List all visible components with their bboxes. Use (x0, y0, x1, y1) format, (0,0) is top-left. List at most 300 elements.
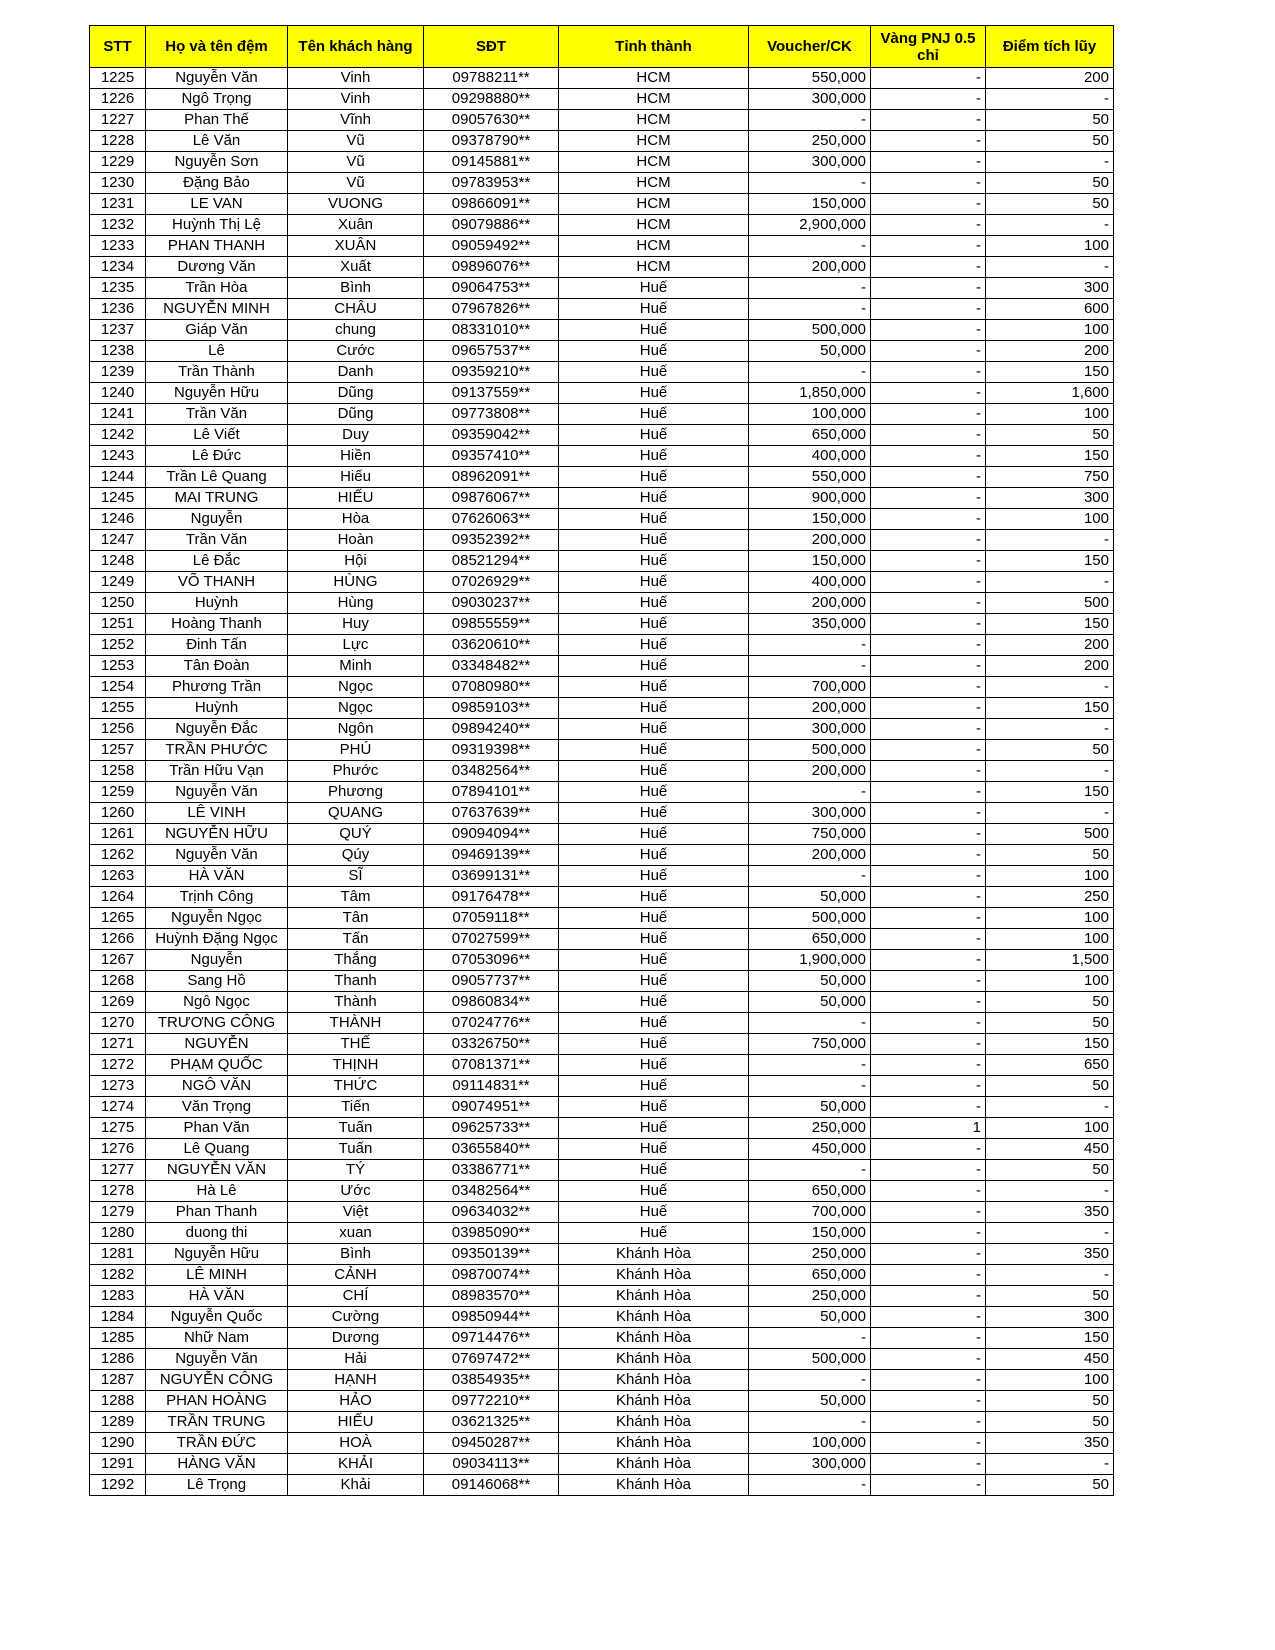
diem-cell: 150 (986, 1328, 1114, 1349)
table-row (90, 257, 1114, 278)
sdt-cell: 09319398** (424, 740, 559, 761)
stt-cell: 1288 (90, 1391, 146, 1412)
tinh-thanh-cell: Khánh Hòa (559, 1265, 749, 1286)
ten-cell: Cước (288, 341, 424, 362)
sdt-cell: 07059118** (424, 908, 559, 929)
voucher-cell: 300,000 (749, 719, 871, 740)
ho-ten-dem-cell: NGÔ VĂN (146, 1076, 288, 1097)
ten-cell: Xuân (288, 215, 424, 236)
table-row (90, 1328, 1114, 1349)
diem-cell: 100 (986, 404, 1114, 425)
sdt-cell: 09788211** (424, 68, 559, 89)
voucher-cell: - (749, 1013, 871, 1034)
vang-pnj-cell: - (871, 887, 986, 908)
sdt-cell: 09450287** (424, 1433, 559, 1454)
table-row (90, 341, 1114, 362)
diem-cell: 200 (986, 341, 1114, 362)
tinh-thanh-cell: Huế (559, 971, 749, 992)
tinh-thanh-cell: Huế (559, 824, 749, 845)
ho-ten-dem-cell: VÕ THANH (146, 572, 288, 593)
ho-ten-dem-cell: Phan Thế (146, 110, 288, 131)
tinh-thanh-cell: HCM (559, 215, 749, 236)
tinh-thanh-cell: Huế (559, 530, 749, 551)
ho-ten-dem-cell: Giáp Văn (146, 320, 288, 341)
diem-cell: 50 (986, 1286, 1114, 1307)
ho-ten-dem-cell: Huỳnh Đặng Ngọc (146, 929, 288, 950)
voucher-cell: 150,000 (749, 551, 871, 572)
tinh-thanh-cell: Khánh Hòa (559, 1475, 749, 1496)
stt-cell: 1251 (90, 614, 146, 635)
voucher-cell: 650,000 (749, 929, 871, 950)
stt-cell: 1250 (90, 593, 146, 614)
ho-ten-dem-cell: Trịnh Công (146, 887, 288, 908)
sdt-cell: 09359042** (424, 425, 559, 446)
ten-cell: Duy (288, 425, 424, 446)
sdt-cell: 07967826** (424, 299, 559, 320)
stt-cell: 1231 (90, 194, 146, 215)
ho-ten-dem-cell: Nguyễn Ngọc (146, 908, 288, 929)
tinh-thanh-cell: Khánh Hòa (559, 1328, 749, 1349)
diem-cell: 150 (986, 1034, 1114, 1055)
table-row (90, 446, 1114, 467)
tinh-thanh-cell: Khánh Hòa (559, 1433, 749, 1454)
tinh-thanh-cell: Khánh Hòa (559, 1412, 749, 1433)
diem-cell: 100 (986, 509, 1114, 530)
diem-cell: 750 (986, 467, 1114, 488)
vang-pnj-cell: - (871, 1370, 986, 1391)
ho-ten-dem-cell: Lê Quang (146, 1139, 288, 1160)
tinh-thanh-cell: HCM (559, 194, 749, 215)
stt-cell: 1262 (90, 845, 146, 866)
diem-cell: 100 (986, 320, 1114, 341)
vang-pnj-cell: - (871, 1223, 986, 1244)
vang-pnj-cell: - (871, 173, 986, 194)
tinh-thanh-cell: Khánh Hòa (559, 1307, 749, 1328)
table-row (90, 1475, 1114, 1496)
table-row (90, 698, 1114, 719)
voucher-cell: 2,900,000 (749, 215, 871, 236)
vang-pnj-cell: - (871, 614, 986, 635)
ho-ten-dem-cell: Lê Đức (146, 446, 288, 467)
diem-cell: 100 (986, 971, 1114, 992)
table-row (90, 887, 1114, 908)
stt-cell: 1266 (90, 929, 146, 950)
ten-cell: Vũ (288, 152, 424, 173)
voucher-cell: 300,000 (749, 89, 871, 110)
vang-pnj-cell: - (871, 1433, 986, 1454)
vang-pnj-cell: - (871, 1307, 986, 1328)
vang-pnj-cell: - (871, 803, 986, 824)
stt-cell: 1238 (90, 341, 146, 362)
vang-pnj-cell: - (871, 341, 986, 362)
sdt-cell: 09359210** (424, 362, 559, 383)
table-row (90, 1265, 1114, 1286)
sdt-cell: 03620610** (424, 635, 559, 656)
ten-cell: Thắng (288, 950, 424, 971)
sdt-cell: 03482564** (424, 761, 559, 782)
sdt-cell: 09298880** (424, 89, 559, 110)
voucher-cell: 250,000 (749, 1244, 871, 1265)
sdt-cell: 09894240** (424, 719, 559, 740)
tinh-thanh-cell: HCM (559, 173, 749, 194)
table-row (90, 803, 1114, 824)
ho-ten-dem-cell: Huỳnh (146, 593, 288, 614)
ten-cell: Ngọc (288, 677, 424, 698)
voucher-cell: - (749, 1076, 871, 1097)
tinh-thanh-cell: Huế (559, 593, 749, 614)
sdt-cell: 07027599** (424, 929, 559, 950)
tinh-thanh-cell: Huế (559, 446, 749, 467)
ten-cell: Xuất (288, 257, 424, 278)
sdt-cell: 07024776** (424, 1013, 559, 1034)
diem-cell: 50 (986, 110, 1114, 131)
table-row (90, 1139, 1114, 1160)
diem-cell: 50 (986, 131, 1114, 152)
table-row (90, 1244, 1114, 1265)
sdt-cell: 03348482** (424, 656, 559, 677)
tinh-thanh-cell: Huế (559, 950, 749, 971)
stt-cell: 1240 (90, 383, 146, 404)
voucher-cell: 50,000 (749, 1097, 871, 1118)
ten-cell: TÝ (288, 1160, 424, 1181)
voucher-cell: 650,000 (749, 1181, 871, 1202)
vang-pnj-cell: - (871, 1328, 986, 1349)
customer-table (89, 25, 1114, 1496)
diem-cell: 100 (986, 908, 1114, 929)
sdt-cell: 03386771** (424, 1160, 559, 1181)
table-row (90, 530, 1114, 551)
ho-ten-dem-cell: Lê Văn (146, 131, 288, 152)
table-row (90, 1307, 1114, 1328)
vang-pnj-cell: - (871, 1454, 986, 1475)
diem-cell: - (986, 1181, 1114, 1202)
voucher-cell: - (749, 299, 871, 320)
diem-cell: 50 (986, 1475, 1114, 1496)
voucher-cell: 250,000 (749, 1118, 871, 1139)
tinh-thanh-cell: Huế (559, 1118, 749, 1139)
tinh-thanh-cell: Huế (559, 425, 749, 446)
sdt-cell: 09657537** (424, 341, 559, 362)
vang-pnj-cell: - (871, 572, 986, 593)
ten-cell: THÀNH (288, 1013, 424, 1034)
tinh-thanh-cell: Huế (559, 761, 749, 782)
sdt-cell: 09714476** (424, 1328, 559, 1349)
diem-cell: 200 (986, 635, 1114, 656)
voucher-cell: 200,000 (749, 761, 871, 782)
ho-ten-dem-cell: Trần Hữu Vạn (146, 761, 288, 782)
tinh-thanh-cell: Huế (559, 320, 749, 341)
table-row (90, 1454, 1114, 1475)
ho-ten-dem-cell: Phan Văn (146, 1118, 288, 1139)
table-row (90, 1391, 1114, 1412)
table-row (90, 320, 1114, 341)
table-row (90, 152, 1114, 173)
stt-cell: 1233 (90, 236, 146, 257)
tinh-thanh-cell: Huế (559, 1055, 749, 1076)
tinh-thanh-cell: Huế (559, 740, 749, 761)
tinh-thanh-cell: HCM (559, 68, 749, 89)
stt-cell: 1261 (90, 824, 146, 845)
sdt-cell: 08331010** (424, 320, 559, 341)
tinh-thanh-cell: Khánh Hòa (559, 1454, 749, 1475)
vang-pnj-cell: - (871, 1391, 986, 1412)
sdt-cell: 09773808** (424, 404, 559, 425)
vang-pnj-cell: - (871, 656, 986, 677)
ten-cell: QUÝ (288, 824, 424, 845)
voucher-cell: 50,000 (749, 887, 871, 908)
tinh-thanh-cell: Huế (559, 509, 749, 530)
ho-ten-dem-cell: NGUYỄN (146, 1034, 288, 1055)
stt-cell: 1292 (90, 1475, 146, 1496)
table-row (90, 1160, 1114, 1181)
vang-pnj-cell: - (871, 1034, 986, 1055)
voucher-cell: 750,000 (749, 824, 871, 845)
stt-cell: 1239 (90, 362, 146, 383)
tinh-thanh-cell: Huế (559, 467, 749, 488)
table-row (90, 383, 1114, 404)
vang-pnj-cell: - (871, 1139, 986, 1160)
diem-cell: 100 (986, 1118, 1114, 1139)
vang-pnj-cell: - (871, 446, 986, 467)
voucher-cell: 100,000 (749, 1433, 871, 1454)
ho-ten-dem-cell: HÀ VĂN (146, 866, 288, 887)
ho-ten-dem-cell: Nguyễn Hữu (146, 1244, 288, 1265)
ten-cell: chung (288, 320, 424, 341)
table-row (90, 1349, 1114, 1370)
diem-cell: - (986, 530, 1114, 551)
ten-cell: HẠNH (288, 1370, 424, 1391)
table-row (90, 740, 1114, 761)
table-row (90, 404, 1114, 425)
ten-cell: Tấn (288, 929, 424, 950)
stt-cell: 1258 (90, 761, 146, 782)
voucher-cell: 50,000 (749, 341, 871, 362)
stt-cell: 1257 (90, 740, 146, 761)
ten-cell: xuan (288, 1223, 424, 1244)
vang-pnj-cell: - (871, 362, 986, 383)
table-row (90, 89, 1114, 110)
sdt-cell: 09870074** (424, 1265, 559, 1286)
table-row (90, 1118, 1114, 1139)
voucher-cell: - (749, 656, 871, 677)
tinh-thanh-cell: Huế (559, 551, 749, 572)
vang-pnj-cell: - (871, 467, 986, 488)
diem-cell: - (986, 215, 1114, 236)
ten-cell: Tuấn (288, 1139, 424, 1160)
voucher-cell: 250,000 (749, 1286, 871, 1307)
diem-cell: 50 (986, 845, 1114, 866)
vang-pnj-cell: - (871, 635, 986, 656)
voucher-cell: - (749, 635, 871, 656)
diem-cell: 250 (986, 887, 1114, 908)
voucher-cell: 300,000 (749, 152, 871, 173)
vang-pnj-cell: - (871, 257, 986, 278)
table-row (90, 362, 1114, 383)
ten-cell: Vũ (288, 131, 424, 152)
vang-pnj-cell: - (871, 68, 986, 89)
vang-pnj-cell: - (871, 929, 986, 950)
vang-pnj-cell: - (871, 1055, 986, 1076)
diem-cell: 100 (986, 1370, 1114, 1391)
diem-cell: 1,500 (986, 950, 1114, 971)
table-row (90, 173, 1114, 194)
voucher-cell: 50,000 (749, 971, 871, 992)
voucher-cell: 450,000 (749, 1139, 871, 1160)
sdt-cell: 09876067** (424, 488, 559, 509)
ten-cell: QUANG (288, 803, 424, 824)
ten-cell: Hoàn (288, 530, 424, 551)
table-row (90, 1181, 1114, 1202)
diem-cell: - (986, 803, 1114, 824)
header-ho-ten-dem: Họ và tên đệm (146, 26, 288, 68)
voucher-cell: 200,000 (749, 698, 871, 719)
voucher-cell: 150,000 (749, 194, 871, 215)
stt-cell: 1273 (90, 1076, 146, 1097)
table-body (90, 68, 1114, 1496)
header-sdt: SĐT (424, 26, 559, 68)
ho-ten-dem-cell: Lê Đắc (146, 551, 288, 572)
ten-cell: Minh (288, 656, 424, 677)
ten-cell: THỨC (288, 1076, 424, 1097)
vang-pnj-cell: - (871, 320, 986, 341)
header-voucher: Voucher/CK (749, 26, 871, 68)
table-row (90, 488, 1114, 509)
diem-cell: 350 (986, 1202, 1114, 1223)
ho-ten-dem-cell: TRẦN ĐỨC (146, 1433, 288, 1454)
table-row (90, 845, 1114, 866)
diem-cell: 150 (986, 446, 1114, 467)
tinh-thanh-cell: HCM (559, 236, 749, 257)
stt-cell: 1228 (90, 131, 146, 152)
sdt-cell: 07026929** (424, 572, 559, 593)
vang-pnj-cell: - (871, 383, 986, 404)
stt-cell: 1242 (90, 425, 146, 446)
table-row (90, 572, 1114, 593)
vang-pnj-cell: - (871, 866, 986, 887)
voucher-cell: 500,000 (749, 908, 871, 929)
vang-pnj-cell: - (871, 425, 986, 446)
sdt-cell: 07080980** (424, 677, 559, 698)
stt-cell: 1253 (90, 656, 146, 677)
vang-pnj-cell: - (871, 1181, 986, 1202)
ho-ten-dem-cell: MAI TRUNG (146, 488, 288, 509)
stt-cell: 1275 (90, 1118, 146, 1139)
sdt-cell: 03985090** (424, 1223, 559, 1244)
voucher-cell: 500,000 (749, 1349, 871, 1370)
tinh-thanh-cell: Huế (559, 782, 749, 803)
ho-ten-dem-cell: LE VAN (146, 194, 288, 215)
ten-cell: PHÚ (288, 740, 424, 761)
diem-cell: 350 (986, 1433, 1114, 1454)
table-row (90, 467, 1114, 488)
vang-pnj-cell: 1 (871, 1118, 986, 1139)
sdt-cell: 07894101** (424, 782, 559, 803)
stt-cell: 1255 (90, 698, 146, 719)
tinh-thanh-cell: HCM (559, 131, 749, 152)
table-row (90, 761, 1114, 782)
ten-cell: Dũng (288, 404, 424, 425)
voucher-cell: 500,000 (749, 740, 871, 761)
table-row (90, 68, 1114, 89)
vang-pnj-cell: - (871, 299, 986, 320)
ten-cell: Tuấn (288, 1118, 424, 1139)
diem-cell: 300 (986, 488, 1114, 509)
voucher-cell: - (749, 1475, 871, 1496)
sdt-cell: 09378790** (424, 131, 559, 152)
ho-ten-dem-cell: Nguyễn (146, 509, 288, 530)
diem-cell: 50 (986, 1391, 1114, 1412)
header-tinh-thanh: Tỉnh thành (559, 26, 749, 68)
vang-pnj-cell: - (871, 530, 986, 551)
voucher-cell: 250,000 (749, 131, 871, 152)
table-row (90, 1076, 1114, 1097)
diem-cell: - (986, 1265, 1114, 1286)
vang-pnj-cell: - (871, 509, 986, 530)
sdt-cell: 09057630** (424, 110, 559, 131)
stt-cell: 1241 (90, 404, 146, 425)
ten-cell: CHÂU (288, 299, 424, 320)
sdt-cell: 09057737** (424, 971, 559, 992)
sdt-cell: 09034113** (424, 1454, 559, 1475)
voucher-cell: 200,000 (749, 845, 871, 866)
tinh-thanh-cell: Huế (559, 803, 749, 824)
vang-pnj-cell: - (871, 740, 986, 761)
table-row (90, 824, 1114, 845)
sdt-cell: 09079886** (424, 215, 559, 236)
stt-cell: 1285 (90, 1328, 146, 1349)
vang-pnj-cell: - (871, 761, 986, 782)
table-row (90, 929, 1114, 950)
table-row (90, 1412, 1114, 1433)
table-row (90, 299, 1114, 320)
sdt-cell: 07637639** (424, 803, 559, 824)
diem-cell: 500 (986, 824, 1114, 845)
vang-pnj-cell: - (871, 488, 986, 509)
stt-cell: 1243 (90, 446, 146, 467)
ho-ten-dem-cell: Đặng Bảo (146, 173, 288, 194)
diem-cell: - (986, 719, 1114, 740)
ho-ten-dem-cell: Nguyễn (146, 950, 288, 971)
vang-pnj-cell: - (871, 215, 986, 236)
vang-pnj-cell: - (871, 824, 986, 845)
ten-cell: Ước (288, 1181, 424, 1202)
voucher-cell: 200,000 (749, 257, 871, 278)
sdt-cell: 09145881** (424, 152, 559, 173)
diem-cell: - (986, 761, 1114, 782)
header-stt: STT (90, 26, 146, 68)
table-row (90, 1055, 1114, 1076)
diem-cell: 150 (986, 362, 1114, 383)
diem-cell: 50 (986, 1160, 1114, 1181)
table-row (90, 110, 1114, 131)
sdt-cell: 09850944** (424, 1307, 559, 1328)
tinh-thanh-cell: Huế (559, 1076, 749, 1097)
stt-cell: 1290 (90, 1433, 146, 1454)
ho-ten-dem-cell: HÀNG VĂN (146, 1454, 288, 1475)
table-row (90, 215, 1114, 236)
sdt-cell: 09074951** (424, 1097, 559, 1118)
ten-cell: Ngôn (288, 719, 424, 740)
stt-cell: 1249 (90, 572, 146, 593)
table-row (90, 719, 1114, 740)
tinh-thanh-cell: Huế (559, 1139, 749, 1160)
diem-cell: - (986, 89, 1114, 110)
ten-cell: Vinh (288, 68, 424, 89)
ten-cell: Vĩnh (288, 110, 424, 131)
tinh-thanh-cell: Khánh Hòa (559, 1391, 749, 1412)
sdt-cell: 09783953** (424, 173, 559, 194)
ten-cell: HẢO (288, 1391, 424, 1412)
